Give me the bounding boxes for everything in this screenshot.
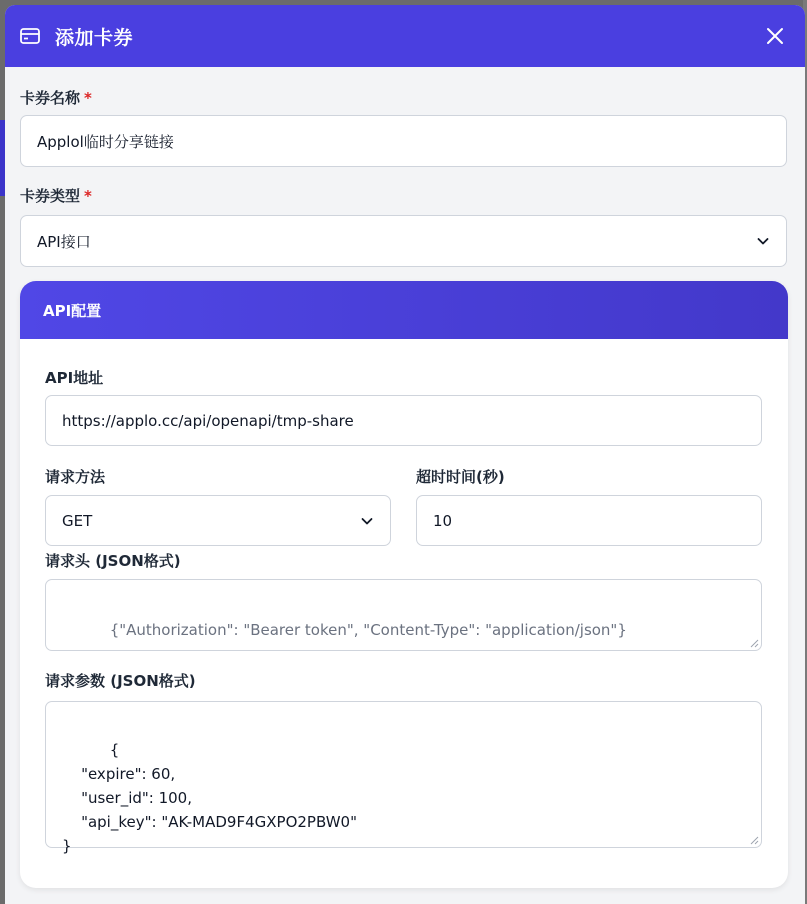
dialog-title: 添加卡券 bbox=[55, 26, 134, 49]
close-icon[interactable] bbox=[761, 22, 789, 50]
api-config-card bbox=[20, 281, 788, 888]
required-mark: * bbox=[84, 187, 92, 205]
api-url-input[interactable] bbox=[45, 395, 762, 446]
timeout-value: 10 bbox=[433, 511, 453, 530]
api-url-label: API地址 bbox=[45, 369, 104, 387]
timeout-label: 超时时间(秒) bbox=[416, 468, 505, 486]
request-params-textarea[interactable] bbox=[45, 701, 762, 855]
dialog-body bbox=[5, 67, 805, 888]
coupon-type-label-text: 卡券类型 bbox=[20, 187, 81, 205]
required-mark: * bbox=[84, 89, 92, 107]
request-headers-label: 请求头 (JSON格式) bbox=[45, 552, 181, 570]
request-method-label: 请求方法 bbox=[45, 468, 106, 486]
request-method-value: GET bbox=[62, 511, 93, 530]
timeout-input[interactable] bbox=[416, 495, 762, 546]
request-headers-textarea[interactable] bbox=[45, 579, 762, 651]
resize-grip-icon[interactable] bbox=[749, 835, 759, 845]
api-config-header: API配置 bbox=[20, 281, 788, 339]
chevron-down-icon bbox=[756, 234, 770, 248]
coupon-name-value: Applol临时分享链接 bbox=[37, 132, 174, 151]
add-coupon-dialog bbox=[5, 5, 805, 904]
resize-grip-icon[interactable] bbox=[749, 638, 759, 648]
coupon-type-select[interactable] bbox=[20, 215, 787, 267]
api-config-body bbox=[20, 339, 788, 855]
request-params-value: { "expire": 60, "user_id": 100, "api_key": "AK-MAD9F4GXPO2PBW0" } bbox=[62, 741, 358, 855]
coupon-type-value: API接口 bbox=[37, 232, 91, 251]
chevron-down-icon bbox=[360, 514, 374, 528]
request-headers-placeholder: {"Authorization": "Bearer token", "Content-Type": "application/json"} bbox=[109, 621, 627, 639]
card-icon bbox=[19, 25, 41, 47]
coupon-name-input[interactable] bbox=[20, 115, 787, 167]
request-params-label: 请求参数 (JSON格式) bbox=[45, 672, 196, 690]
request-method-select[interactable] bbox=[45, 495, 391, 546]
coupon-name-label-text: 卡券名称 bbox=[20, 89, 81, 107]
coupon-type-label bbox=[20, 167, 790, 215]
api-url-value: https://applo.cc/api/openapi/tmp-share bbox=[62, 411, 354, 430]
dialog-header bbox=[5, 5, 805, 67]
coupon-name-label bbox=[20, 67, 790, 115]
